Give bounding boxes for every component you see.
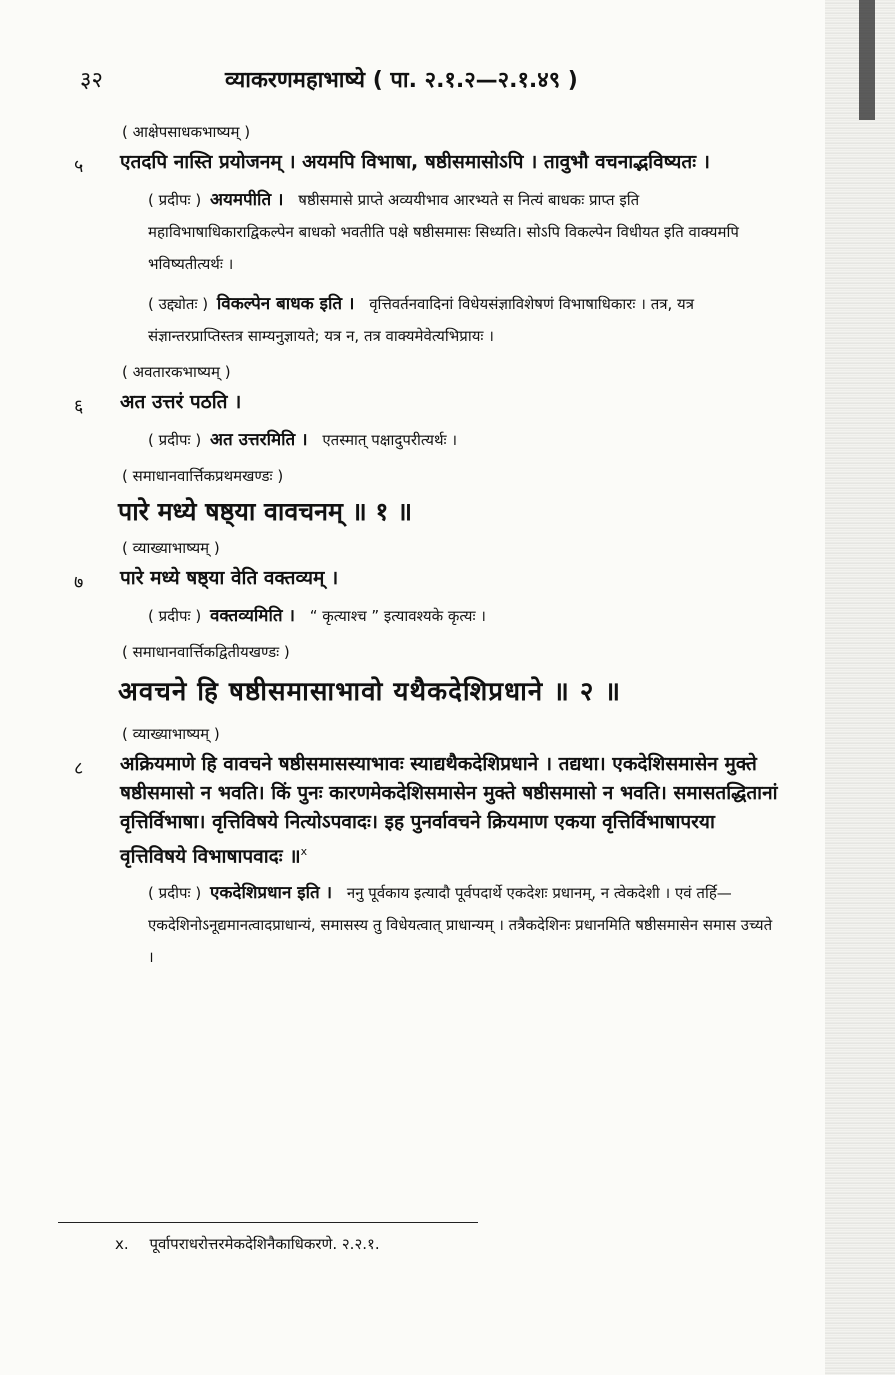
commentary-head: अयमपीति । — [209, 190, 284, 210]
commentary-pradipa — [148, 600, 780, 632]
commentary-pradipa — [148, 184, 780, 280]
commentary-body: ननु पूर्वकाय इत्यादौ पूर्वपदार्थे एकदेशः प्रधानम्, न त्वेकदेशी । एवं तर्हि— एकदेशिनोऽनूद्यमानत्वादप्राधान्यं, समासस्य तु विधेयत्वात् प्राधान्यम् । तत्रैकदेशिनः प्रधानमिति षष्ठीसमासेन समास उच्यते । — [148, 884, 773, 967]
commentary-uddyota — [148, 288, 780, 352]
footnote — [115, 1234, 380, 1254]
commentary-key: ( प्रदीपः ) — [148, 431, 202, 449]
paragraph-text: पारे मध्ये षष्ठ्या वेति वक्तव्यम् । — [120, 567, 339, 589]
footnote-rule — [58, 1222, 478, 1223]
paragraph-text: एतदपि नास्ति प्रयोजनम् । अयमपि विभाषा, षष्ठीसमासोऽपि । तावुभौ वचनाद्भविष्यतः । — [120, 151, 710, 173]
commentary-pradipa — [148, 424, 780, 456]
section-label: ( समाधानवार्त्तिकप्रथमखण्डः ) — [122, 467, 284, 485]
commentary-key: ( प्रदीपः ) — [148, 884, 202, 903]
paragraph-number: ७ — [74, 572, 84, 593]
paragraph-body: अक्रियमाणे हि वावचने षष्ठीसमासस्याभावः स्याद्यथैकदेशिप्रधाने । तद्यथा। एकदेशिसमासेन मुक्ते षष्ठीसमासो न भवति। किं पुनः कारणमेकदेशिसमासेन मुक्ते षष्ठीसमासो न भवति। समासतद्धितानां वृत्तिर्विभाषा। वृत्तिविषये नित्योऽपवादः। इह पुनर्वावचने क्रियमाण एकया वृत्तिर्विभाषापरया वृत्तिविषये विभाषापवादः ॥ — [120, 753, 778, 868]
commentary-head: विकल्पेन बाधक इति । — [216, 294, 355, 314]
bhashya-paragraph — [60, 750, 780, 871]
commentary-head: अत उत्तरमिति । — [209, 430, 308, 450]
section-label: ( व्याख्याभाष्यम् ) — [122, 725, 220, 743]
commentary-key: ( उद्द्योतः ) — [148, 295, 209, 313]
commentary-head: एकदेशिप्रधान इति । — [209, 883, 333, 904]
commentary-head: वक्तव्यमिति । — [209, 606, 295, 626]
commentary-body: एतस्मात् पक्षादुपरीत्यर्थः । — [322, 431, 458, 449]
paragraph-number: ८ — [74, 758, 84, 779]
commentary-key: ( प्रदीपः ) — [148, 607, 202, 625]
section-label: ( समाधानवार्त्तिकद्वितीयखण्डः ) — [122, 643, 290, 661]
paragraph-number: ५ — [74, 156, 84, 177]
commentary-body: “ कृत्याश्च ” इत्यावश्यके कृत्यः । — [309, 607, 486, 625]
footnote-mark: x. — [115, 1235, 129, 1253]
running-title: व्याकरणमहाभाष्ये ( पा. २.१.२—२.१.४९ ) — [225, 68, 578, 93]
commentary-pradipa — [148, 877, 780, 973]
bhashya-paragraph — [60, 148, 780, 178]
paragraph-text — [120, 750, 780, 871]
commentary-body: षष्ठीसमासे प्राप्ते अव्ययीभाव आरभ्यते स नित्यं बाधकः प्राप्त इति महाविभाषाधिकाराद्विकल्पेन बाधको भवतीति पक्षे षष्ठीसमासः सिध्यति। सोऽपि विकल्पेन विधीयत इति वाक्यमपि भविष्यतीत्यर्थः । — [148, 191, 739, 273]
paragraph-number: ६ — [74, 396, 84, 417]
main-content — [60, 112, 780, 981]
binding-mark — [859, 0, 875, 120]
footnote-text: पूर्वापराधरोत्तरमेकदेशिनैकाधिकरणे. २.२.१. — [149, 1235, 380, 1253]
vartika-text: पारे मध्ये षष्ठ्या वावचनम् ॥ १ ॥ — [118, 497, 413, 526]
bhashya-paragraph — [60, 564, 780, 594]
commentary-key: ( प्रदीपः ) — [148, 191, 202, 209]
section-label: ( व्याख्याभाष्यम् ) — [122, 539, 220, 557]
page-number: ३२ — [80, 68, 103, 93]
page-header — [80, 64, 770, 96]
section-label: ( अवतारकभाष्यम् ) — [122, 363, 231, 381]
commentary-body: वृत्तिवर्तनवादिनां विधेयसंज्ञाविशेषणं विभाषाधिकारः । तत्र, यत्र संज्ञान्तरप्राप्तिस्तत्र साम्यनुज्ञायते; यत्र न, तत्र वाक्यमेवेत्यभिप्रायः । — [148, 295, 695, 345]
footnote-marker: x — [300, 845, 308, 858]
section-label: ( आक्षेपसाधकभाष्यम् ) — [122, 123, 251, 141]
vartika-text: अवचने हि षष्ठीसमासाभावो यथैकदेशिप्रधाने ॥ २ ॥ — [118, 677, 622, 707]
bhashya-paragraph — [60, 388, 780, 418]
paragraph-text: अत उत्तरं पठति । — [120, 391, 242, 413]
page-edge-shadow — [825, 0, 895, 1375]
